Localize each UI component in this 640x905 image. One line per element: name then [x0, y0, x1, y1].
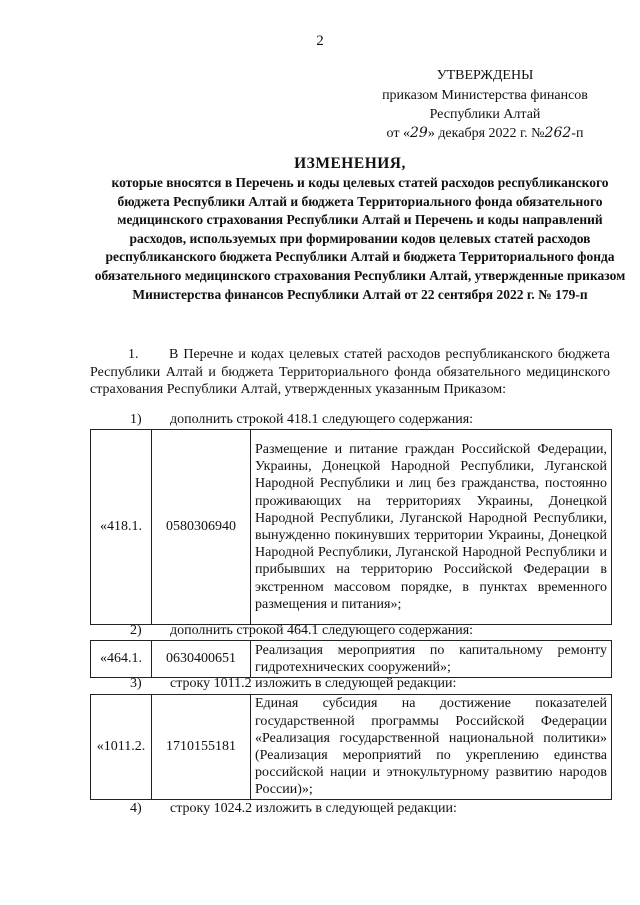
- approval-region-line: Республики Алтай: [429, 107, 541, 122]
- approval-order-line: приказом Министерства финансов: [382, 88, 588, 103]
- order-number-handwritten: 262: [544, 125, 572, 141]
- item-4-text: строку 1024.2 изложить в следующей редакции:: [170, 801, 457, 816]
- number-suffix: -п: [571, 126, 584, 141]
- row-description: Единая субсидия на достижение показателей государственной программы Российской Федерации «Реализация государственной национальной политики» (Реализация мероприятий по укреплению единства российской нации и этнокультурному развитию народов России)»;: [251, 695, 612, 800]
- date-suffix: » декабря 2022 г. №: [427, 126, 545, 141]
- row-description: Реализация мероприятия по капитальному ремонту гидротехнических сооружений»;: [251, 641, 612, 678]
- item-3-text: строку 1011.2 изложить в следующей редакции:: [170, 676, 457, 691]
- table-row: [91, 641, 612, 678]
- document-subtitle: которые вносятся в Перечень и коды целевых статей расходов республиканского бюджета Республики Алтай и бюджета Территориального фонда обязательного медицинского страхования Республики Алтай и Перечень и коды направлений расходов, используемых при формировании кодов целевых статей расходов республиканского бюджета Республики Алтай и бюджета Территориального фонда обязательного медицинского страхования Республики Алтай, утвержденные приказом Министерства финансов Республики Алтай от 22 сентября 2022 г. № 179-п: [94, 175, 626, 302]
- item-3-marker: 3): [130, 676, 142, 691]
- target-code: 0580306940: [152, 430, 251, 625]
- table-row: [91, 430, 612, 625]
- amendment-table-2: [90, 640, 612, 678]
- row-number: «1011.2.: [91, 695, 152, 800]
- table-row: [91, 695, 612, 800]
- item-4-marker: 4): [130, 801, 142, 816]
- item-1-text: дополнить строкой 418.1 следующего содержания:: [170, 412, 474, 427]
- amendment-table-1: [90, 429, 612, 625]
- row-number: «418.1.: [91, 430, 152, 625]
- target-code: 0630400651: [152, 641, 251, 678]
- date-day-handwritten: 29: [409, 125, 428, 141]
- paragraph-1: 1. В Перечне и кодах целевых статей расходов республиканского бюджета Республики Алтай и бюджета Территориального фонда обязательного медицинского страхования Республики Алтай, утвержденных указанным Приказом:: [90, 347, 610, 398]
- item-1-marker: 1): [130, 412, 142, 427]
- date-prefix: от «: [386, 126, 410, 141]
- amendment-table-3: [90, 694, 612, 800]
- row-description: Размещение и питание граждан Российской Федерации, Украины, Донецкой Народной Республики, Луганской Народной Республики и лиц без гражданства, постоянно проживающих на территориях Украины, Донецкой Народной Республики, Луганской Народной Республики, вынужденно покинувших территории Украины, Донецкой Народной Республики, Луганской Народной Республики и прибывших на территорию Российской Федерации в экстренном массовом порядке, в пунктах временного размещения и питания»;: [251, 430, 612, 625]
- document-title: ИЗМЕНЕНИЯ,: [294, 155, 406, 172]
- approval-date-line: [360, 124, 610, 143]
- approval-heading: УТВЕРЖДЕНЫ: [436, 68, 534, 83]
- page-number: 2: [316, 33, 324, 49]
- item-2-marker: 2): [130, 623, 142, 638]
- target-code: 1710155181: [152, 695, 251, 800]
- item-2-text: дополнить строкой 464.1 следующего содержания:: [170, 623, 474, 638]
- row-number: «464.1.: [91, 641, 152, 678]
